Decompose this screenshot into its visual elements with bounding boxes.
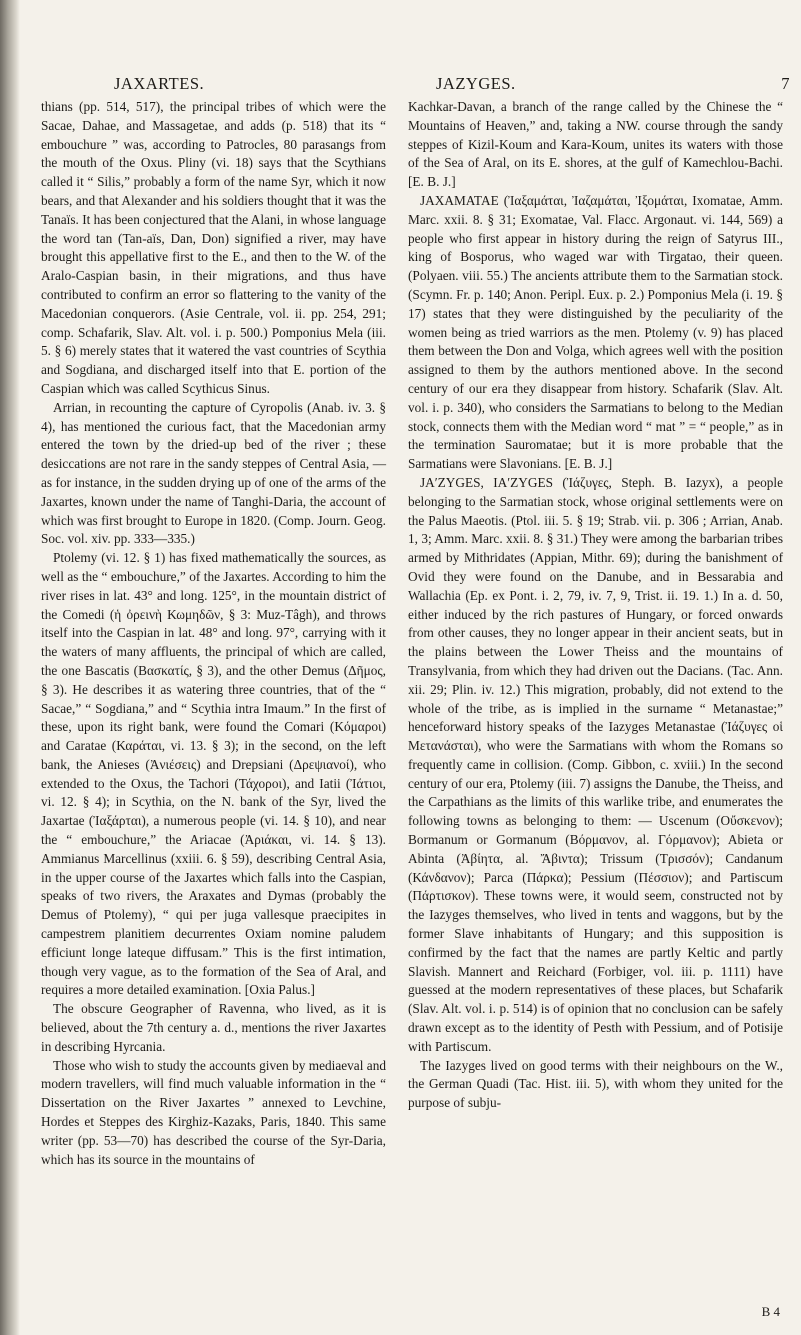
signature-mark: B 4 [761,1304,780,1319]
running-header [26,74,796,98]
left-column [41,98,386,1169]
paragraph: Ptolemy (vi. 12. § 1) has fixed mathematically the sources, as well as the “ embouchure,” of the Jaxartes. According to him the river rises in lat. 43° and long. 125°, in the mountain district of the Comedi (ἡ ὀρεινὴ Κωμηδῶν, § 3: Muz-Tâgh), and throws itself into the Caspian in lat. 48° and long. 97°, carrying with it the waters of many affluents, the principal of which are called, the one Bascatis (Βασκατίς, § 3), and the other Demus (Δῆμος, § 3). He describes it as watering three countries, that of the “ Sacae,” “ Sogdiana,” and “ Scythia intra Imaum.” In the first of these, upon its right bank, were found the Comari (Κόμαροι) and Caratae (Καράται, vi. 13. § 3); in the second, on the left bank, the Anieses (Ἀνιέσεις) and Drepsiani (Δρεψιανοί), who extended to the Oxus, the Tachori (Τάχοροι), and Iatii (Ἰάτιοι, vi. 12. § 4); in Scythia, on the N. bank of the Syr, lived the Jaxartae (Ἰαξάρται), a numerous people (vi. 14. § 10), and near the “ embouchure,” the Ariacae (Ἀριάκαι, vi. 14. § 13). Ammianus Marcellinus (xxiii. 6. § 59), describing Central Asia, in the upper course of the Jaxartes which falls into the Caspian, speaks of two rivers, the Araxates and Dymas (probably the Demus of Ptolemy), “ qui per juga vallesque praecipites in campestrem planitiem decurrentes Oxiam nomine paludem efficiunt longe lateque diffusam.” This is the first intimation, though very vague, as to the formation of the Sea of Aral, and requires a more detailed examination. [Oxia Palus.] [41,550,386,998]
right-column [408,98,783,1113]
paragraph: Arrian, in recounting the capture of Cyropolis (Anab. iv. 3. § 4), has mentioned the curious fact, that the Macedonian army entered the town by the dried-up bed of the river ; these desiccations are not rare in the sandy steppes of Central Asia, — as for instance, in the sudden drying up of one of the arms of the Jaxartes, known under the name of Tanghi-Daria, the account of which was first brought to Europe in 1820. (Comp. Journ. Geog. Soc. vol. xiv. pp. 333—335.) [41,399,386,547]
paragraph: thians (pp. 514, 517), the principal tribes of which were the Sacae, Dahae, and Massagetae, and adds (p. 518) that its “ embouchure ” was, according to Patrocles, 80 parasangs from the mouth of the Oxus. Pliny (vi. 18) says that the Scythians called it “ Silis,” probably a form of the name Syr, which it now bears, and that Alexander and his soldiers thought that it was the Tanaïs. It has been conjectured that the Alani, in whose language the word tan (Tan-aïs, Dan, Don) signified a river, may have brought this appellative first to the E., and then to the W. of the Aralo-Caspian basin, in their migrations, and thus have contributed to confirm an error so flattering to the vanity of the Macedonian conquerors. (Asie Centrale, vol. ii. pp. 254, 291; comp. Schafarik, Slav. Alt. vol. i. p. 500.) Pomponius Mela (iii. 5. § 6) merely states that it watered the vast countries of Scythia and Sogdiana, and discharged itself into that E. portion of the Caspian which was called Scythicus Sinus. [41,99,386,396]
page-number: 7 [781,74,790,93]
header-left-title: JAXARTES. [114,74,205,93]
paragraph: The Iazyges lived on good terms with their neighbours on the W., the German Quadi (Tac. Hist. iii. 5), with whom they united for the purpose of subju- [408,1057,783,1111]
paragraph: Kachkar-Davan, a branch of the range called by the Chinese the “ Mountains of Heaven,” and, taking a NW. course through the sandy steppes of Kizil-Koum and Kara-Koum, unites its waters with those of the Sea of Aral, on its E. shores, at the gulf of Kamechlou-Bachi. [E. B. J.] [408,99,783,190]
paragraph: Those who wish to study the accounts given by mediaeval and modern travellers, will find much valuable information in the “ Dissertation on the River Jaxartes ” annexed to Levchine, Hordes et Steppes des Kirghiz-Kazaks, Paris, 1840. This same writer (pp. 53—70) has described the course of the Syr-Daria, which has its source in the mountains of [41,1057,386,1167]
book-binding-shadow [0,0,20,1335]
header-middle-title: JAZYGES. [436,74,516,93]
book-page [26,0,796,1335]
entry-jazyges: JA′ZYGES, IA′ZYGES (Ἰάζυγες, Steph. B. Iazyx), a people belonging to the Sarmatian stock, whose original settlements were on the Palus Maeotis. (Ptol. iii. 5. § 19; Strab. vii. p. 306 ; Arrian, Anab. 1, 3; Amm. Marc. xxii. 8. § 31.) They were among the barbarian tribes armed by Mithridates (Appian, Mithr. 69); during the banishment of Ovid they were found on the Danube, and in Bessarabia and Wallachia (Ep. ex Pont. i. 2, 79, iv. 7, 9, Trist. ii. 19. 1.) In a. d. 50, either induced by the rich pastures of Hungary, or forced onwards from other causes, they no longer appear in their ancient seats, but in the plains between the Lower Theiss and the mountains of Transylvania, from which they had driven out the Dacians. (Tac. Ann. xii. 29; Plin. iv. 12.) This migration, probably, did not extend to the whole of the tribe, as is implied in the surname “ Metanastae;” henceforward history speaks of the Iazyges Metanastae (Ἰάζυγες οἱ Μετανάσται), who were the Sarmatians with whom the Romans so frequently came in collision. (Comp. Gibbon, c. xviii.) In the second century of our era, Ptolemy (iii. 7) assigns the Danube, the Theiss, and the Carpathians as the limits of this warlike tribe, and enumerates the following towns as belonging to them: — Uscenum (Οὔσκενον); Bormanum or Gormanum (Βόρμανον, al. Γόρμανον); Abieta or Abinta (Ἀβίητα, al. Ἄβιντα); Trissum (Τρισσόν); Candanum (Κάνδανον); Parca (Πάρκα); Pessium (Πέσσιον); and Partiscum (Πάρτισκον). These towns were, it would seem, constructed not by the Iazyges themselves, who lived in tents and waggons, but by the former Slave inhabitants of Hungary; and this supposition is confirmed by the fact that the names are partly Keltic and partly Slavish. Mannert and Reichard (Forbiger, vol. iii. p. 1111) have guessed at the modern representatives of these places, but Schafarik (Slav. Alt. vol. i. p. 514) is of opinion that no conclusion can be safely drawn except as to the identity of Pesth with Pessium, and of Potisije with Partiscum. [408,474,783,1054]
entry-jaxamatae: JAXAMATAE (Ἰαξαμάται, Ἰαζαμάται, Ἰξομάται, Ixomatae, Amm. Marc. xxii. 8. § 31; Exomatae, Val. Flacc. Argonaut. vi. 144, 569) a people who first appear in history during the reign of Satyrus III., king of Bosporus, who waged war with Tirgatao, their queen. (Polyaen. viii. 55.) The ancients attribute them to the Sarmatian stock. (Scymn. Fr. p. 140; Anon. Peripl. Eux. p. 2.) Pomponius Mela (i. 19. § 17) states that they were distinguished by the peculiarity of the women being as tried warriors as the men. Ptolemy (v. 9) has placed them between the Don and Volga, which agrees well with the position assigned to them by the authors mentioned above. In the second century of our era they disappear from history. Schafarik (Slav. Alt. vol. i. p. 340), who considers the Sarmatians to belong to the Median stock, connects them with the Median word “ mat ” = “ people,” as in the termination Sauromatae; but it is more probable that the Sarmatians were Slavonians. [E. B. J.] [408,192,783,472]
paragraph: The obscure Geographer of Ravenna, who lived, as it is believed, about the 7th century a. d., mentions the river Jaxartes in describing Hyrcania. [41,1001,386,1054]
